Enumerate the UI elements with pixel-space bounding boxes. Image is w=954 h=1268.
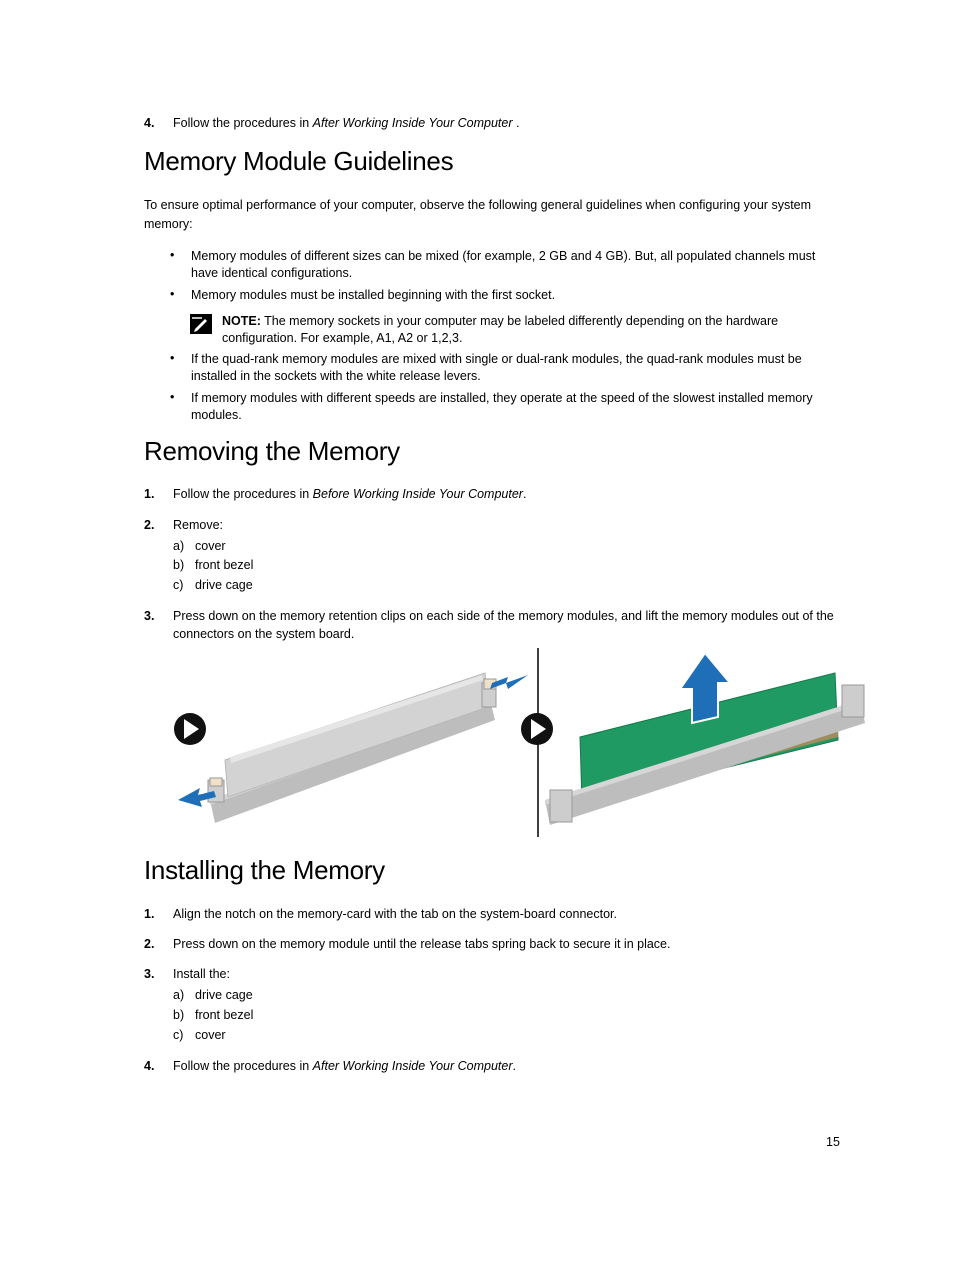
- step-number: 2.: [144, 937, 155, 951]
- note-label: NOTE:: [222, 314, 261, 328]
- section-title: Removing the Memory: [144, 436, 400, 466]
- step-text: Install the:: [173, 967, 230, 981]
- step-number: 1.: [144, 487, 155, 501]
- step-text: Align the notch on the memory-card with the tab on the system-board connector.: [173, 907, 617, 921]
- list-item: a) cover: [173, 539, 226, 553]
- list-item: Memory modules must be installed beginning with the first socket.: [191, 288, 556, 302]
- step-number: 4.: [144, 1059, 155, 1073]
- section-title: Installing the Memory: [144, 855, 385, 885]
- list-item: If the quad-rank memory modules are mixed with single or dual-rank modules, the quad-rank modules must be installed in the sockets with the white release levers.: [191, 352, 802, 383]
- step-text: Follow the procedures in After Working Inside Your Computer .: [173, 116, 520, 130]
- intro-paragraph: To ensure optimal performance of your computer, observe the following general guidelines when configuring your system memory:: [144, 198, 812, 231]
- procedure-link: After Working Inside Your Computer: [312, 1059, 513, 1073]
- list-item: If memory modules with different speeds are installed, they operate at the speed of the slowest installed memory modules.: [191, 391, 813, 422]
- section-title: Memory Module Guidelines: [144, 146, 454, 176]
- memory-removal-illustration: [170, 645, 870, 840]
- step-number: 2.: [144, 518, 155, 532]
- step-text: Remove:: [173, 518, 224, 532]
- step-text: Follow the procedures in After Working Inside Your Computer.: [173, 1059, 517, 1073]
- step-text: Follow the procedures in Before Working Inside Your Computer.: [173, 487, 527, 501]
- bullet-icon: •: [170, 390, 175, 404]
- bullet-icon: •: [170, 351, 175, 365]
- list-item: a) drive cage: [173, 988, 253, 1002]
- list-item: Memory modules of different sizes can be mixed (for example, 2 GB and 4 GB). But, all populated channels must have identical configurations.: [191, 249, 816, 280]
- step-number: 4.: [144, 116, 155, 130]
- step-text: Press down on the memory module until the release tabs spring back to secure it in place.: [173, 937, 671, 951]
- note-pencil-icon: [190, 314, 212, 334]
- list-item: c) cover: [173, 1028, 226, 1042]
- left-connector-image: [208, 673, 496, 823]
- procedure-link: Before Working Inside Your Computer: [312, 487, 523, 501]
- bullet-icon: •: [170, 248, 175, 262]
- page-number: 15: [826, 1135, 840, 1149]
- note-text: NOTE: The memory sockets in your computer may be labeled differently depending on the hardware configuration. For example, A1, A2 or 1,2,3.: [222, 314, 779, 345]
- step-number: 3.: [144, 609, 155, 623]
- list-item: b) front bezel: [173, 558, 254, 572]
- bullet-icon: •: [170, 287, 175, 301]
- step-number: 3.: [144, 967, 155, 981]
- step-number: 1.: [144, 907, 155, 921]
- procedure-link: After Working Inside Your Computer: [312, 116, 513, 130]
- list-item: c) drive cage: [173, 578, 253, 592]
- list-item: b) front bezel: [173, 1008, 254, 1022]
- step-text: Press down on the memory retention clips on each side of the memory modules, and lift the memory modules out of the connectors on the system board.: [173, 609, 834, 641]
